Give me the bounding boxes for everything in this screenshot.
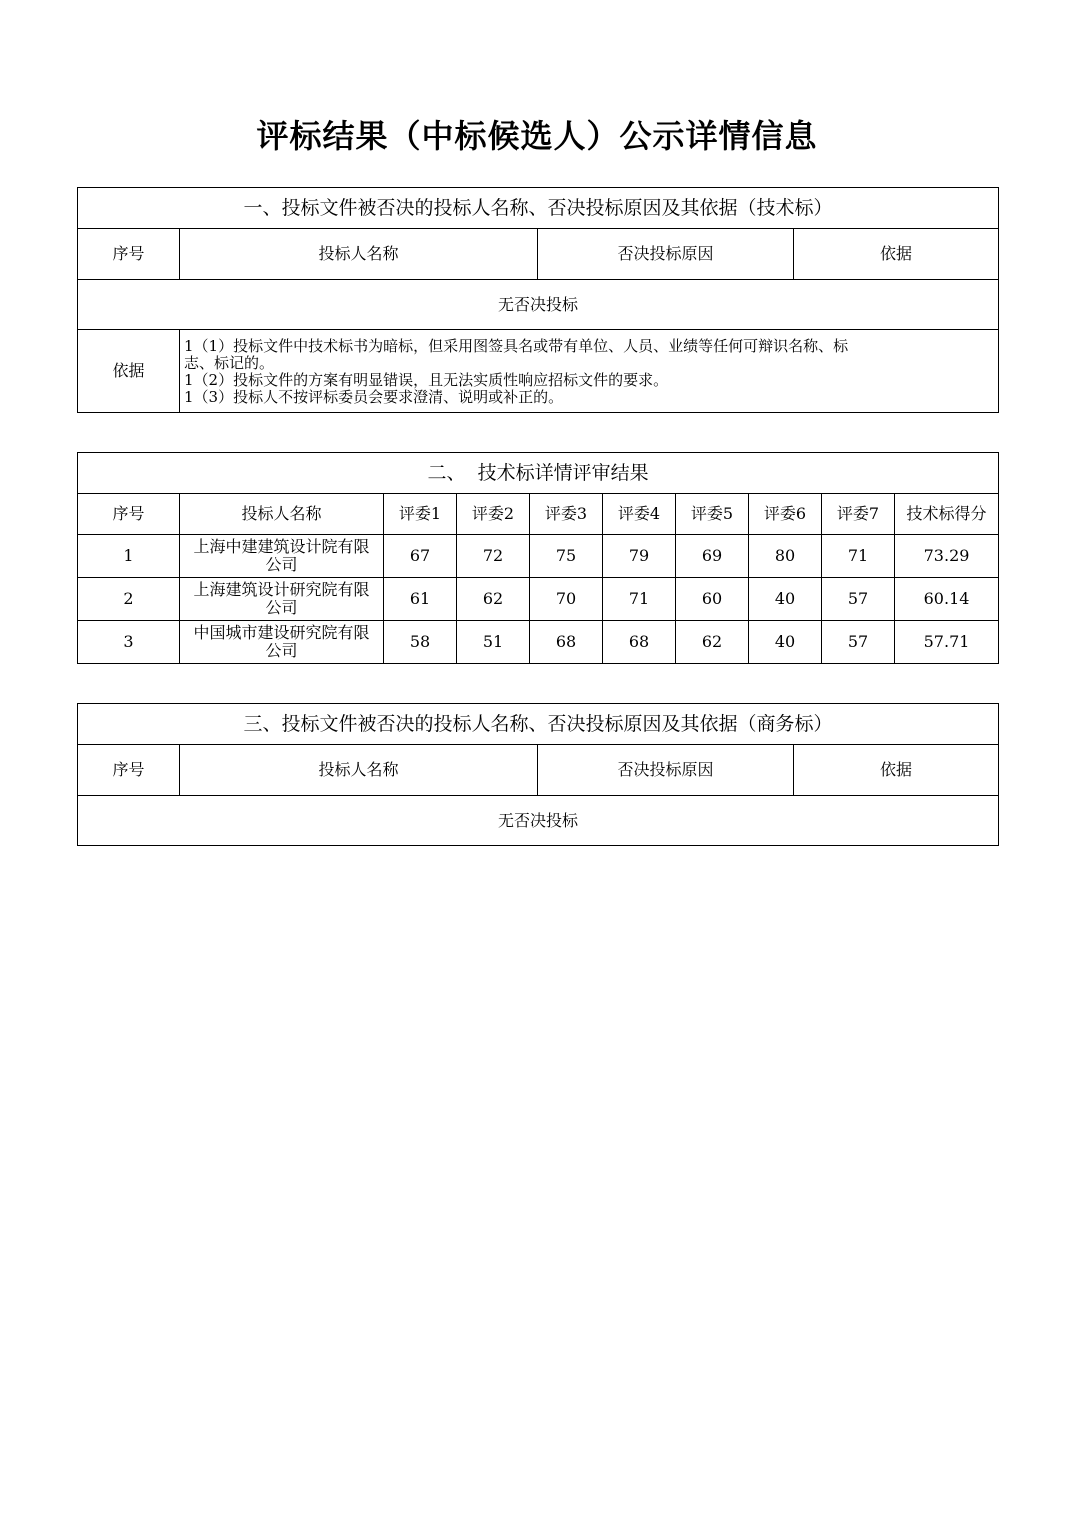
col-header-judge-3: 评委3 [530,494,603,535]
judge-score: 67 [384,535,457,578]
bidder-name: 上海建筑设计研究院有限公司 [180,578,384,621]
col-header-judge-5: 评委5 [676,494,749,535]
judge-score: 62 [676,621,749,664]
row-no: 1 [78,535,180,578]
col-header-bidder-name: 投标人名称 [180,745,538,796]
col-header-reject-reason: 否决投标原因 [538,745,794,796]
col-header-no: 序号 [78,494,180,535]
judge-score: 68 [530,621,603,664]
table-row [78,535,999,578]
judge-score: 68 [603,621,676,664]
section3-heading: 三、投标文件被否决的投标人名称、否决投标原因及其依据（商务标） [78,704,999,745]
col-header-judge-1: 评委1 [384,494,457,535]
judge-score: 72 [457,535,530,578]
col-header-no: 序号 [78,745,180,796]
judge-score: 61 [384,578,457,621]
technical-scores-table [77,452,999,664]
col-header-basis: 依据 [794,229,999,280]
col-header-judge-7: 评委7 [822,494,895,535]
row-no: 2 [78,578,180,621]
judge-score: 79 [603,535,676,578]
judge-score: 40 [749,578,822,621]
col-header-reject-reason: 否决投标原因 [538,229,794,280]
col-header-judge-6: 评委6 [749,494,822,535]
judge-score: 69 [676,535,749,578]
judge-score: 71 [822,535,895,578]
judge-score: 60 [676,578,749,621]
section1-heading: 一、投标文件被否决的投标人名称、否决投标原因及其依据（技术标） [78,188,999,229]
basis-label: 依据 [78,330,180,413]
judge-score: 80 [749,535,822,578]
bidder-name: 上海中建建筑设计院有限公司 [180,535,384,578]
table-row [78,578,999,621]
technical-score: 73.29 [895,535,999,578]
col-header-bidder-name: 投标人名称 [180,494,384,535]
page-title: 评标结果（中标候选人）公示详情信息 [256,117,818,155]
technical-score: 60.14 [895,578,999,621]
col-header-basis: 依据 [794,745,999,796]
bidder-name: 中国城市建设研究院有限公司 [180,621,384,664]
judge-score: 51 [457,621,530,664]
basis-content [180,330,999,413]
section2-heading: 二、 技术标详情评审结果 [78,453,999,494]
col-header-judge-4: 评委4 [603,494,676,535]
col-header-no: 序号 [78,229,180,280]
technical-score: 57.71 [895,621,999,664]
basis-line: 志、标记的。 [184,354,275,372]
col-header-bidder-name: 投标人名称 [180,229,538,280]
judge-score: 58 [384,621,457,664]
rejected-commercial-table [77,703,999,846]
judge-score: 70 [530,578,603,621]
no-rejection-text: 无否决投标 [78,796,999,846]
no-rejection-text: 无否决投标 [78,280,999,330]
rejected-technical-table [77,187,999,413]
col-header-technical-score: 技术标得分 [895,494,999,535]
basis-line: 1（3）投标人不按评标委员会要求澄清、说明或补正的。 [184,388,564,406]
judge-score: 57 [822,621,895,664]
judge-score: 40 [749,621,822,664]
judge-score: 62 [457,578,530,621]
basis-line: 1（1）投标文件中技术标书为暗标，但采用图签具名或带有单位、人员、业绩等任何可辩识名称、标 [184,337,849,355]
basis-line: 1（2）投标文件的方案有明显错误，且无法实质性响应招标文件的要求。 [184,371,669,389]
judge-score: 71 [603,578,676,621]
col-header-judge-2: 评委2 [457,494,530,535]
row-no: 3 [78,621,180,664]
judge-score: 57 [822,578,895,621]
table-row [78,621,999,664]
judge-score: 75 [530,535,603,578]
